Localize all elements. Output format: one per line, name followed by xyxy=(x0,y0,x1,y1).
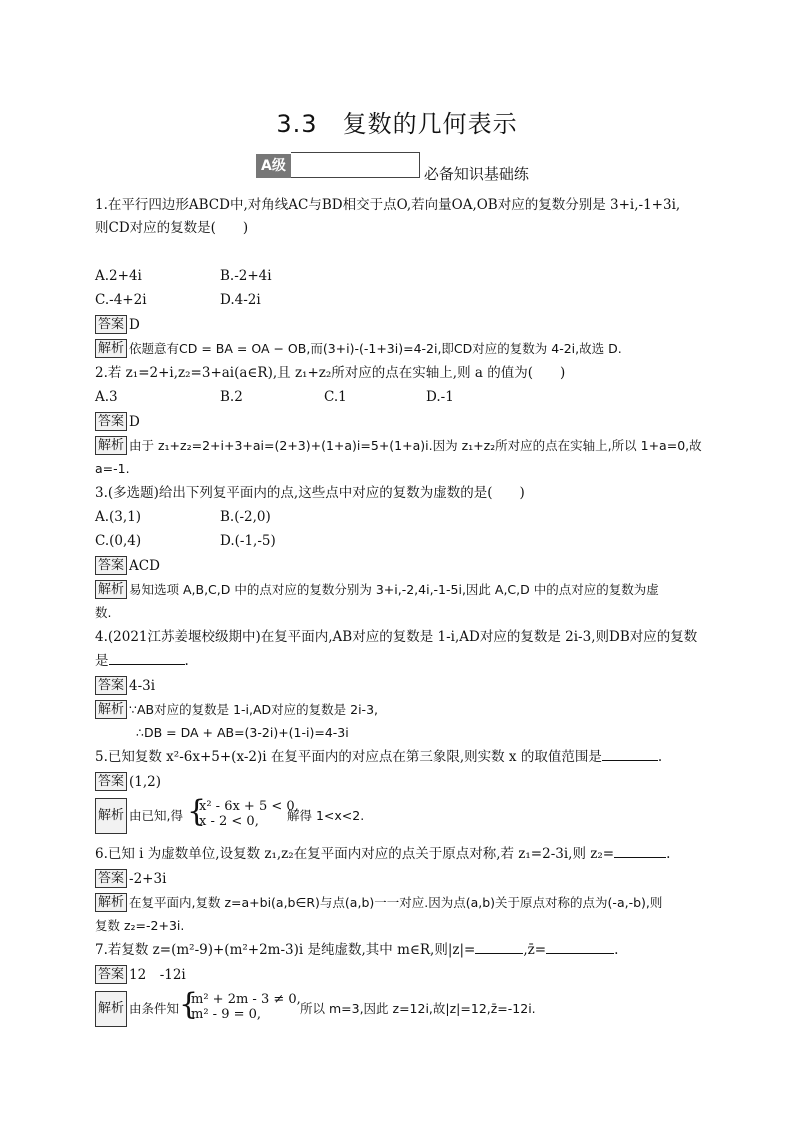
answer-tag: 答案 xyxy=(95,412,127,431)
answer-tag: 答案 xyxy=(95,676,127,695)
analysis-tag: 解析 xyxy=(95,339,127,358)
q3-option-d: D.(-1,-5) xyxy=(220,533,276,549)
q7-system-eq2: m² - 9 = 0, xyxy=(191,1007,262,1022)
q2-answer-row xyxy=(95,412,140,431)
q3-option-c: C.(0,4) xyxy=(95,533,142,549)
q5-blank xyxy=(602,760,658,761)
level-badge: A级 xyxy=(256,154,291,178)
analysis-tag: 解析 xyxy=(95,436,127,455)
level-label: 必备知识基础练 xyxy=(423,165,529,183)
q3-option-b: B.(-2,0) xyxy=(220,509,271,525)
q6-stem-row: 6.已知 i 为虚数单位,设复数 z₁,z₂在复平面内对应的点关于原点对称,若 z₁=2-3i,则 z₂= . xyxy=(95,846,671,862)
q4-analysis-row xyxy=(95,700,378,719)
level-header xyxy=(256,152,529,183)
q1-analysis-row xyxy=(95,339,622,358)
q4-blank xyxy=(109,664,185,665)
q2-answer: D xyxy=(129,413,140,430)
q5-answer-row xyxy=(95,772,161,791)
q5-system-brace: { xyxy=(187,794,207,829)
q4-analysis-line1: ∵AB对应的复数是 1-i,AD对应的复数是 2i-3, xyxy=(129,701,378,717)
q7-system-eq1: m² + 2m - 3 ≠ 0, xyxy=(191,992,301,1007)
q6-analysis-line1: 在复平面内,复数 z=a+bi(a,b∈R)与点(a,b)一一对应.因为点(a,b)关于原点对称的点为(-a,-b),则 xyxy=(129,894,663,910)
q6-analysis-row xyxy=(95,893,662,912)
q1-answer: D xyxy=(129,316,140,333)
analysis-tag: 解析 xyxy=(95,580,127,599)
q5-system-eq1: x² - 6x + 5 < 0, xyxy=(199,799,299,814)
q5-analysis-post: 解得 1<x<2. xyxy=(287,808,365,823)
q1-analysis: 依题意有CD = BA = OA − OB,而(3+i)-(-1+3i)=4-2i,即CD对应的复数为 4-2i,故选 D. xyxy=(129,340,622,356)
q2-analysis-row xyxy=(95,436,702,455)
page-title: 3.3 复数的几何表示 xyxy=(276,110,518,138)
q5-stem-line1: 5.已知复数 x²-6x+5+(x-2)i 在复平面内的对应点在第三象限,则实数 x 的取值范围是 xyxy=(95,749,602,765)
q4-stem-line2-row: 是 . xyxy=(95,653,189,669)
q7-blank-modulus xyxy=(475,953,523,954)
analysis-tag: 解析 xyxy=(95,700,127,719)
q3-analysis-line2: 数. xyxy=(95,605,112,620)
q3-answer: ACD xyxy=(129,557,160,574)
q4-stem-line1: 4.(2021江苏姜堰校级期中)在复平面内,AB对应的复数是 1-i,AD对应的复数是 2i-3,则DB对应的复数 xyxy=(95,629,698,645)
q2-analysis-line1: 由于 z₁+z₂=2+i+3+ai=(2+3)+(1+a)i=5+(1+a)i.因为 z₁+z₂所对应的点在实轴上,所以 1+a=0,故 xyxy=(129,437,702,453)
q2-option-d: D.-1 xyxy=(426,389,454,405)
q3-stem-line1: 3.(多选题)给出下列复平面内的点,这些点中对应的复数为虚数的是( ) xyxy=(95,485,525,501)
q7-answer: 12 -12i xyxy=(129,966,186,983)
q3-answer-row xyxy=(95,556,160,575)
q1-answer-row xyxy=(95,315,140,334)
answer-tag: 答案 xyxy=(95,772,127,791)
q6-analysis-line2: 复数 z₂=-2+3i. xyxy=(95,918,185,933)
q6-blank xyxy=(614,857,666,858)
q7-blank-conjugate xyxy=(546,953,614,954)
q3-option-a: A.(3,1) xyxy=(95,509,142,525)
q7-stem-row: 7.若复数 z=(m²-9)+(m²+2m-3)i 是纯虚数,其中 m∈R,则|z|= ,z̄= . xyxy=(95,942,619,958)
q5-analysis-pre: 由已知,得 xyxy=(129,808,183,823)
answer-tag: 答案 xyxy=(95,869,127,888)
q5-system-eq2: x - 2 < 0, xyxy=(199,814,259,829)
q1-option-b: B.-2+4i xyxy=(220,268,272,284)
q2-option-a: A.3 xyxy=(95,389,118,405)
q7-stem-line1a: 7.若复数 z=(m²-9)+(m²+2m-3)i 是纯虚数,其中 m∈R,则|z|= xyxy=(95,942,476,958)
analysis-tag: 解析 xyxy=(95,798,127,834)
q2-analysis-line2: a=-1. xyxy=(95,461,130,476)
answer-tag: 答案 xyxy=(95,965,127,984)
q7-stem-line1b: ,z̄= xyxy=(523,942,547,958)
q4-answer-row xyxy=(95,676,155,695)
q7-system-brace: { xyxy=(179,987,199,1022)
q2-option-b: B.2 xyxy=(220,389,243,405)
analysis-tag: 解析 xyxy=(95,893,127,912)
q3-analysis-row xyxy=(95,580,659,599)
analysis-tag: 解析 xyxy=(95,991,127,1027)
q6-stem-line1: 6.已知 i 为虚数单位,设复数 z₁,z₂在复平面内对应的点关于原点对称,若 z₁=2-3i,则 z₂= xyxy=(95,846,615,862)
q2-stem-line1: 2.若 z₁=2+i,z₂=3+ai(a∈R),且 z₁+z₂所对应的点在实轴上,则 a 的值为( ) xyxy=(95,365,566,381)
q4-stem-line2: 是 xyxy=(95,653,109,669)
q1-option-a: A.2+4i xyxy=(95,268,142,284)
answer-tag: 答案 xyxy=(95,556,127,575)
level-box xyxy=(291,152,420,178)
q1-stem-line1: 1.在平行四边形ABCD中,对角线AC与BD相交于点O,若向量OA,OB对应的复数分别是 3+i,-1+3i, xyxy=(95,197,681,213)
q1-option-c: C.-4+2i xyxy=(95,292,147,308)
q7-answer-row xyxy=(95,965,186,984)
q6-answer-row xyxy=(95,869,166,888)
q1-stem-line2: 则CD对应的复数是( ) xyxy=(95,220,249,236)
q3-analysis-line1: 易知选项 A,B,C,D 中的点对应的复数分别为 3+i,-2,4i,-1-5i,因此 A,C,D 中的点对应的复数为虚 xyxy=(129,581,659,597)
q4-analysis-line2: ∴DB = DA + AB=(3-2i)+(1-i)=4-3i xyxy=(136,725,349,740)
q1-option-d: D.4-2i xyxy=(220,292,261,308)
q6-answer: -2+3i xyxy=(129,870,167,887)
q7-analysis-pre: 由条件知 xyxy=(129,1001,180,1016)
q4-answer: 4-3i xyxy=(129,677,156,694)
q5-stem-row: 5.已知复数 x²-6x+5+(x-2)i 在复平面内的对应点在第三象限,则实数 x 的取值范围是 . xyxy=(95,749,663,765)
answer-tag: 答案 xyxy=(95,315,127,334)
q5-answer: (1,2) xyxy=(129,773,162,790)
q7-analysis-post: 所以 m=3,因此 z=12i,故|z|=12,z̄=-12i. xyxy=(300,1001,536,1016)
q2-option-c: C.1 xyxy=(324,389,347,405)
